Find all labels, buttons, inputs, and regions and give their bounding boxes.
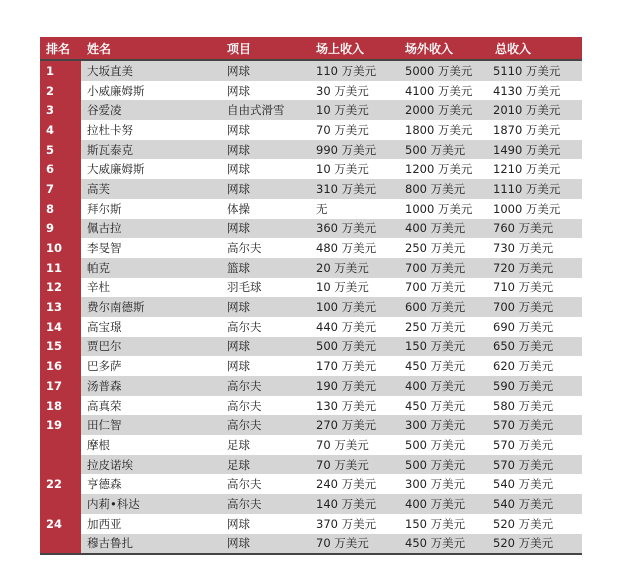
sport-cell: 网球 [221, 514, 310, 534]
table-row [40, 120, 582, 140]
off-field-income-cell: 1200 万美元 [399, 159, 489, 179]
name-cell: 高真荣 [81, 396, 221, 416]
off-field-income-cell: 300 万美元 [399, 474, 489, 494]
name-cell: 穆古鲁扎 [81, 534, 221, 555]
sport-cell: 网球 [221, 219, 310, 239]
name-cell: 内莉•科达 [81, 494, 221, 514]
table-body [40, 60, 582, 554]
sport-cell: 网球 [221, 337, 310, 357]
name-cell: 谷爱凌 [81, 100, 221, 120]
off-field-income-cell: 250 万美元 [399, 317, 489, 337]
total-income-cell: 4130 万美元 [489, 81, 582, 101]
table-row [40, 238, 582, 258]
rank-cell: 9 [40, 219, 81, 239]
total-income-cell: 570 万美元 [489, 435, 582, 455]
rank-cell: 24 [40, 514, 81, 534]
header-name: 姓名 [81, 37, 221, 60]
name-cell: 加西亚 [81, 514, 221, 534]
table-row [40, 159, 582, 179]
rank-cell: 6 [40, 159, 81, 179]
table-header [40, 37, 582, 60]
sport-cell: 网球 [221, 534, 310, 555]
rank-cell [40, 534, 81, 555]
name-cell: 摩根 [81, 435, 221, 455]
table-row [40, 415, 582, 435]
off-field-income-cell: 500 万美元 [399, 435, 489, 455]
rank-cell: 18 [40, 396, 81, 416]
rank-cell: 13 [40, 297, 81, 317]
sport-cell: 高尔夫 [221, 396, 310, 416]
rank-cell: 22 [40, 474, 81, 494]
sport-cell: 自由式滑雪 [221, 100, 310, 120]
off-field-income-cell: 800 万美元 [399, 179, 489, 199]
rank-cell: 11 [40, 258, 81, 278]
name-cell: 拉杜卡努 [81, 120, 221, 140]
on-field-income-cell: 480 万美元 [310, 238, 399, 258]
rank-cell: 19 [40, 415, 81, 435]
name-cell: 拜尔斯 [81, 199, 221, 219]
name-cell: 斯瓦泰克 [81, 140, 221, 160]
sport-cell: 体操 [221, 199, 310, 219]
sport-cell: 网球 [221, 60, 310, 81]
table-row [40, 356, 582, 376]
off-field-income-cell: 150 万美元 [399, 514, 489, 534]
header-off-field-income: 场外收入 [399, 37, 489, 60]
name-cell: 李旻智 [81, 238, 221, 258]
off-field-income-cell: 700 万美元 [399, 258, 489, 278]
on-field-income-cell: 130 万美元 [310, 396, 399, 416]
sport-cell: 网球 [221, 159, 310, 179]
off-field-income-cell: 450 万美元 [399, 396, 489, 416]
name-cell: 巴多萨 [81, 356, 221, 376]
total-income-cell: 1000 万美元 [489, 199, 582, 219]
on-field-income-cell: 70 万美元 [310, 455, 399, 475]
off-field-income-cell: 1800 万美元 [399, 120, 489, 140]
sport-cell: 足球 [221, 455, 310, 475]
name-cell: 费尔南德斯 [81, 297, 221, 317]
rank-cell [40, 494, 81, 514]
name-cell: 帕克 [81, 258, 221, 278]
on-field-income-cell: 500 万美元 [310, 337, 399, 357]
on-field-income-cell: 440 万美元 [310, 317, 399, 337]
table-row [40, 317, 582, 337]
on-field-income-cell: 360 万美元 [310, 219, 399, 239]
total-income-cell: 730 万美元 [489, 238, 582, 258]
off-field-income-cell: 150 万美元 [399, 337, 489, 357]
rank-cell: 2 [40, 81, 81, 101]
on-field-income-cell: 170 万美元 [310, 356, 399, 376]
table-row [40, 534, 582, 555]
off-field-income-cell: 600 万美元 [399, 297, 489, 317]
on-field-income-cell: 70 万美元 [310, 534, 399, 555]
table-row [40, 494, 582, 514]
rank-cell: 14 [40, 317, 81, 337]
rank-cell: 8 [40, 199, 81, 219]
off-field-income-cell: 1000 万美元 [399, 199, 489, 219]
total-income-cell: 1870 万美元 [489, 120, 582, 140]
rank-cell [40, 455, 81, 475]
sport-cell: 网球 [221, 179, 310, 199]
on-field-income-cell: 无 [310, 199, 399, 219]
total-income-cell: 1210 万美元 [489, 159, 582, 179]
table-row [40, 179, 582, 199]
header-sport: 项目 [221, 37, 310, 60]
off-field-income-cell: 250 万美元 [399, 238, 489, 258]
off-field-income-cell: 450 万美元 [399, 356, 489, 376]
rank-cell: 17 [40, 376, 81, 396]
off-field-income-cell: 450 万美元 [399, 534, 489, 555]
sport-cell: 高尔夫 [221, 415, 310, 435]
table-row [40, 514, 582, 534]
total-income-cell: 590 万美元 [489, 376, 582, 396]
table-row [40, 258, 582, 278]
table-row [40, 100, 582, 120]
name-cell: 大威廉姆斯 [81, 159, 221, 179]
off-field-income-cell: 400 万美元 [399, 219, 489, 239]
name-cell: 高芙 [81, 179, 221, 199]
rank-cell: 15 [40, 337, 81, 357]
sport-cell: 高尔夫 [221, 474, 310, 494]
total-income-cell: 570 万美元 [489, 455, 582, 475]
sport-cell: 网球 [221, 81, 310, 101]
header-total-income: 总收入 [489, 37, 582, 60]
table-row [40, 60, 582, 81]
off-field-income-cell: 2000 万美元 [399, 100, 489, 120]
off-field-income-cell: 500 万美元 [399, 140, 489, 160]
rank-cell: 10 [40, 238, 81, 258]
sport-cell: 羽毛球 [221, 278, 310, 298]
rank-cell: 1 [40, 60, 81, 81]
name-cell: 辛杜 [81, 278, 221, 298]
off-field-income-cell: 5000 万美元 [399, 60, 489, 81]
table-row [40, 278, 582, 298]
name-cell: 田仁智 [81, 415, 221, 435]
off-field-income-cell: 4100 万美元 [399, 81, 489, 101]
total-income-cell: 580 万美元 [489, 396, 582, 416]
sport-cell: 篮球 [221, 258, 310, 278]
name-cell: 亨德森 [81, 474, 221, 494]
on-field-income-cell: 140 万美元 [310, 494, 399, 514]
total-income-cell: 540 万美元 [489, 494, 582, 514]
off-field-income-cell: 700 万美元 [399, 278, 489, 298]
sport-cell: 网球 [221, 120, 310, 140]
header-rank: 排名 [40, 37, 81, 60]
total-income-cell: 1110 万美元 [489, 179, 582, 199]
on-field-income-cell: 10 万美元 [310, 159, 399, 179]
name-cell: 拉皮诺埃 [81, 455, 221, 475]
total-income-cell: 540 万美元 [489, 474, 582, 494]
off-field-income-cell: 400 万美元 [399, 376, 489, 396]
off-field-income-cell: 500 万美元 [399, 455, 489, 475]
rank-cell: 3 [40, 100, 81, 120]
total-income-cell: 690 万美元 [489, 317, 582, 337]
rank-cell: 7 [40, 179, 81, 199]
rank-cell: 4 [40, 120, 81, 140]
table-row [40, 474, 582, 494]
on-field-income-cell: 990 万美元 [310, 140, 399, 160]
table-row [40, 396, 582, 416]
name-cell: 小威廉姆斯 [81, 81, 221, 101]
sport-cell: 高尔夫 [221, 317, 310, 337]
table-row [40, 199, 582, 219]
on-field-income-cell: 30 万美元 [310, 81, 399, 101]
table-row [40, 219, 582, 239]
total-income-cell: 720 万美元 [489, 258, 582, 278]
table-row [40, 376, 582, 396]
rank-cell: 16 [40, 356, 81, 376]
sport-cell: 足球 [221, 435, 310, 455]
sport-cell: 网球 [221, 297, 310, 317]
table-row [40, 297, 582, 317]
header-row [40, 37, 582, 60]
table-row [40, 81, 582, 101]
sport-cell: 高尔夫 [221, 494, 310, 514]
name-cell: 高宝璟 [81, 317, 221, 337]
on-field-income-cell: 110 万美元 [310, 60, 399, 81]
total-income-cell: 710 万美元 [489, 278, 582, 298]
name-cell: 大坂直美 [81, 60, 221, 81]
on-field-income-cell: 20 万美元 [310, 258, 399, 278]
off-field-income-cell: 300 万美元 [399, 415, 489, 435]
on-field-income-cell: 190 万美元 [310, 376, 399, 396]
rank-cell: 12 [40, 278, 81, 298]
total-income-cell: 2010 万美元 [489, 100, 582, 120]
sport-cell: 网球 [221, 356, 310, 376]
sport-cell: 高尔夫 [221, 238, 310, 258]
on-field-income-cell: 240 万美元 [310, 474, 399, 494]
name-cell: 贾巴尔 [81, 337, 221, 357]
rank-cell [40, 435, 81, 455]
sport-cell: 高尔夫 [221, 376, 310, 396]
total-income-cell: 700 万美元 [489, 297, 582, 317]
header-on-field-income: 场上收入 [310, 37, 399, 60]
on-field-income-cell: 70 万美元 [310, 120, 399, 140]
earnings-table [40, 37, 582, 555]
total-income-cell: 570 万美元 [489, 415, 582, 435]
table-row [40, 337, 582, 357]
total-income-cell: 620 万美元 [489, 356, 582, 376]
on-field-income-cell: 370 万美元 [310, 514, 399, 534]
total-income-cell: 520 万美元 [489, 514, 582, 534]
total-income-cell: 650 万美元 [489, 337, 582, 357]
total-income-cell: 520 万美元 [489, 534, 582, 555]
total-income-cell: 1490 万美元 [489, 140, 582, 160]
off-field-income-cell: 400 万美元 [399, 494, 489, 514]
table-row [40, 455, 582, 475]
on-field-income-cell: 70 万美元 [310, 435, 399, 455]
table-row [40, 140, 582, 160]
sport-cell: 网球 [221, 140, 310, 160]
on-field-income-cell: 100 万美元 [310, 297, 399, 317]
on-field-income-cell: 10 万美元 [310, 278, 399, 298]
table-row [40, 435, 582, 455]
on-field-income-cell: 310 万美元 [310, 179, 399, 199]
on-field-income-cell: 10 万美元 [310, 100, 399, 120]
name-cell: 佩古拉 [81, 219, 221, 239]
on-field-income-cell: 270 万美元 [310, 415, 399, 435]
name-cell: 汤普森 [81, 376, 221, 396]
rank-cell: 5 [40, 140, 81, 160]
total-income-cell: 5110 万美元 [489, 60, 582, 81]
total-income-cell: 760 万美元 [489, 219, 582, 239]
